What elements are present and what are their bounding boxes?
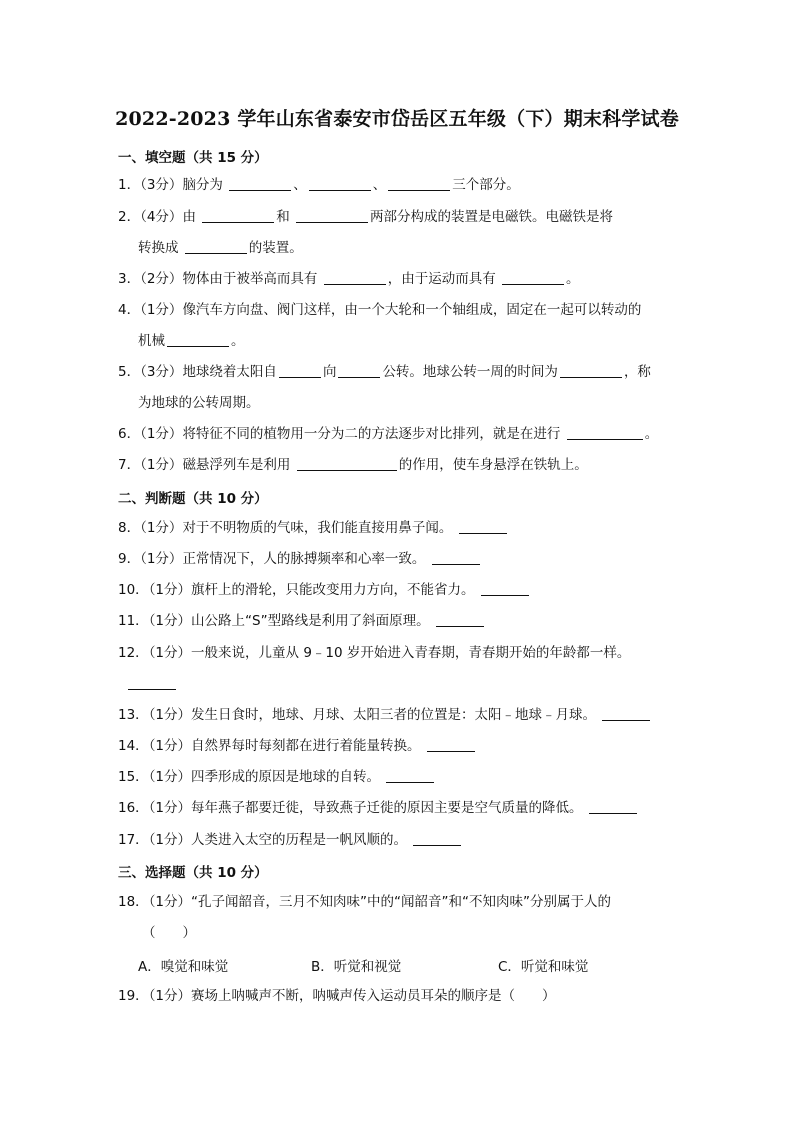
answer-blank[interactable]	[459, 519, 507, 534]
question-9: 9．（1分）正常情况下，人的脉搏频率和心率一致。	[118, 549, 482, 569]
answer-blank[interactable]	[167, 332, 229, 347]
answer-blank[interactable]	[202, 208, 274, 223]
answer-blank[interactable]	[481, 581, 529, 596]
option-b[interactable]: B．听觉和视觉	[311, 959, 402, 975]
answer-blank[interactable]	[560, 363, 622, 378]
option-c[interactable]: C．听觉和味觉	[498, 959, 589, 975]
answer-blank[interactable]	[128, 675, 176, 690]
question-1: 1．（3分）脑分为 、 、 三个部分。	[118, 177, 520, 193]
section-multiple-choice-heading: 三、选择题（共 10 分）	[118, 865, 268, 881]
question-12: 12．（1分）一般来说，儿童从 9﹣10 岁开始进入青春期，青春期开始的年龄都一样。	[118, 645, 631, 661]
answer-blank[interactable]	[436, 612, 484, 627]
answer-blank[interactable]	[427, 737, 475, 752]
answer-blank[interactable]	[589, 799, 637, 814]
question-14: 14．（1分）自然界每时每刻都在进行着能量转换。	[118, 736, 477, 756]
question-6: 6．（1分）将特征不同的植物用一分为二的方法逐步对比排列，就是在进行 。	[118, 426, 659, 442]
question-3: 3．（2分）物体由于被举高而具有 ，由于运动而具有 。	[118, 271, 580, 287]
answer-blank[interactable]	[229, 176, 291, 191]
answer-blank[interactable]	[432, 550, 480, 565]
question-13: 13．（1分）发生日食时，地球、月球、太阳三者的位置是：太阳﹣地球﹣月球。	[118, 705, 652, 725]
question-18: 18．（1分）“孔子闻韶音，三月不知肉味”中的“闻韶音”和“不知肉味”分别属于人的	[118, 894, 611, 910]
question-15: 15．（1分）四季形成的原因是地球的自转。	[118, 767, 436, 787]
question-2: 2．（4分）由 和 两部分构成的装置是电磁铁。电磁铁是将	[118, 209, 614, 225]
question-4-continued: 机械 。	[138, 333, 245, 349]
answer-blank[interactable]	[185, 239, 247, 254]
answer-blank[interactable]	[502, 270, 564, 285]
question-5-continued: 为地球的公转周期。	[138, 395, 260, 411]
answer-blank[interactable]	[297, 456, 397, 471]
answer-blank[interactable]	[338, 363, 380, 378]
answer-blank[interactable]	[388, 176, 450, 191]
answer-blank[interactable]	[602, 706, 650, 721]
exam-title: 2022-2023 学年山东省泰安市岱岳区五年级（下）期末科学试卷	[115, 108, 679, 130]
option-a[interactable]: A．嗅觉和味觉	[138, 959, 229, 975]
question-11: 11．（1分）山公路上“S”型路线是利用了斜面原理。	[118, 611, 486, 631]
question-5: 5．（3分）地球绕着太阳自 向 公转。地球公转一周的时间为 ，称	[118, 364, 651, 380]
answer-blank[interactable]	[296, 208, 368, 223]
section-true-false-heading: 二、判断题（共 10 分）	[118, 491, 268, 507]
question-2-continued: 转换成 的装置。	[138, 240, 303, 256]
question-19: 19．（1分）赛场上呐喊声不断，呐喊声传入运动员耳朵的顺序是（ ）	[118, 988, 556, 1004]
answer-blank[interactable]	[567, 425, 643, 440]
question-18-answer-paren[interactable]: （ ）	[142, 925, 196, 941]
question-7: 7．（1分）磁悬浮列车是利用 的作用，使车身悬浮在铁轨上。	[118, 457, 588, 473]
answer-blank[interactable]	[386, 768, 434, 783]
question-16: 16．（1分）每年燕子都要迁徙，导致燕子迁徙的原因主要是空气质量的降低。	[118, 798, 639, 818]
question-4: 4．（1分）像汽车方向盘、阀门这样，由一个大轮和一个轴组成，固定在一起可以转动的	[118, 302, 642, 318]
question-17: 17．（1分）人类进入太空的历程是一帆风顺的。	[118, 830, 463, 850]
question-12-continued	[126, 674, 178, 694]
section-fill-in-heading: 一、填空题（共 15 分）	[118, 150, 268, 166]
answer-blank[interactable]	[413, 831, 461, 846]
answer-blank[interactable]	[309, 176, 371, 191]
question-10: 10．（1分）旗杆上的滑轮，只能改变用力方向，不能省力。	[118, 580, 531, 600]
question-8: 8．（1分）对于不明物质的气味，我们能直接用鼻子闻。	[118, 518, 509, 538]
answer-blank[interactable]	[279, 363, 321, 378]
answer-blank[interactable]	[324, 270, 386, 285]
